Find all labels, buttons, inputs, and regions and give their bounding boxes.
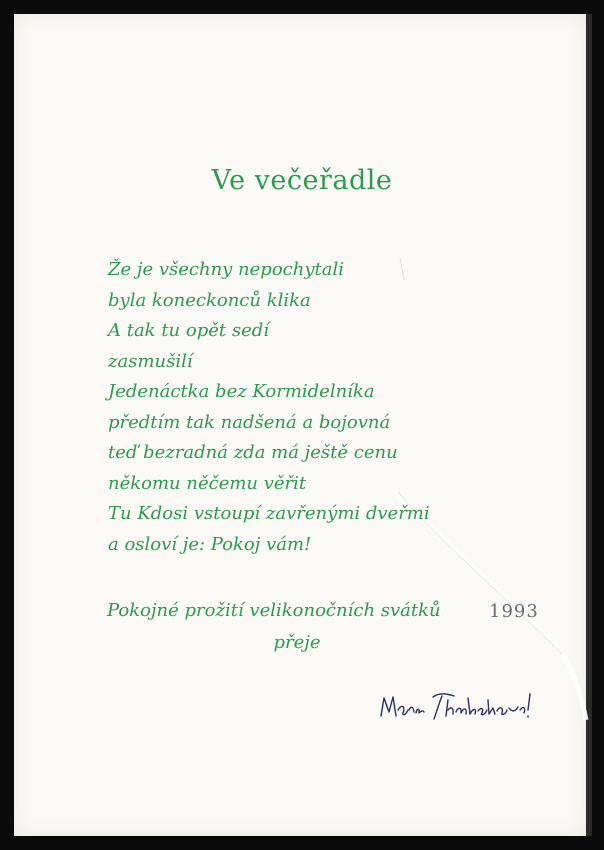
poem-line: teď bezradná zda má ještě cenu: [108, 442, 398, 463]
poem-line: A tak tu opět sedí: [108, 320, 269, 341]
poem-line: Jedenáctka bez Kormidelníka: [108, 381, 375, 402]
poem-title: Ve večeřadle: [211, 165, 393, 196]
handwritten-year: 1993: [489, 601, 539, 622]
wishes-text: přeje: [273, 632, 321, 653]
handwritten-signature: [378, 686, 548, 726]
poem-line: zasmušilí: [108, 350, 193, 372]
card-shadow-edge: [586, 14, 592, 836]
poem-line: někomu něčemu věřit: [108, 472, 307, 494]
poem-line: a osloví je: Pokoj vám!: [108, 533, 312, 555]
easter-greeting: Pokojné prožití velikonočních svátků: [107, 600, 441, 621]
poem-line: Tu Kdosi vstoupí zavřenými dveřmi: [108, 503, 430, 524]
poem-line: byla koneckonců klika: [108, 289, 311, 311]
poem-lines: [108, 255, 430, 560]
poem-line: předtím tak nadšená a bojovná: [108, 411, 391, 433]
poem-line: Že je všechny nepochytali: [108, 259, 344, 280]
